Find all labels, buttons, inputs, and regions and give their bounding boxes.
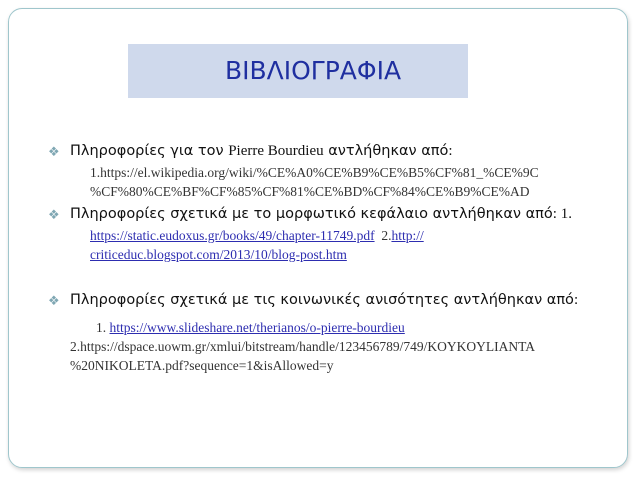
url-line-2: %CF%80%CE%BF%CF%85%CF%81%CE%BD%CF%84%CE%B9%CE%AD (90, 184, 530, 199)
item-heading (70, 143, 539, 160)
link-slideshare[interactable]: https://www.slideshare.net/therianos/o-pierre-bourdieu (109, 320, 405, 335)
diamond-cluster-icon: ❖ (48, 293, 60, 308)
link-number: 2. (381, 228, 392, 243)
heading-colon: : (573, 292, 579, 308)
heading-text: Πληροφορίες για τον (70, 143, 224, 159)
link-criticeduc[interactable]: criticeduc.blogspot.com/2013/10/blog-post.htm (90, 247, 347, 262)
url-line-1 (96, 318, 405, 337)
heading-colon: : (448, 143, 453, 159)
bibliography-item-3 (48, 292, 579, 309)
url-line-3: %20NIKOLETA.pdf?sequence=1&isAllowed=y (70, 358, 334, 373)
heading-end: αντλήθηκαν από (328, 143, 449, 159)
diamond-cluster-icon: ❖ (48, 144, 60, 159)
link-number: 1. (96, 320, 107, 335)
bibliography-item-1 (48, 143, 539, 201)
link-criticeduc-start[interactable]: http:// (391, 228, 424, 243)
item-heading (70, 206, 572, 223)
bibliography-item-2 (48, 206, 572, 264)
url-line-1: 1.https://el.wikipedia.org/wiki/%CE%A0%CE%B9%CE%B5%CF%81_%CE%9C (90, 165, 539, 180)
url-line-2: 2.https://dspace.uowm.gr/xmlui/bitstream/handle/123456789/749/KOYKOYLIANTA (70, 339, 535, 354)
page-title: ΒΙΒΛΙΟΓΡΑΦΙΑ (224, 56, 402, 85)
diamond-cluster-icon: ❖ (48, 207, 60, 222)
heading-tail: : 1. (552, 206, 572, 222)
url-line-2 (90, 245, 572, 264)
heading-text: Πληροφορίες σχετικά με το μορφωτικό κεφάλαιο αντλήθηκαν από (70, 206, 553, 222)
item-heading (70, 292, 578, 309)
url-line-1 (90, 226, 572, 245)
title-box (128, 44, 468, 98)
link-eudoxus[interactable]: https://static.eudoxus.gr/books/49/chapter-11749.pdf (90, 228, 375, 243)
heading-name: Pierre Bourdieu (228, 143, 324, 159)
heading-text: Πληροφορίες σχετικά με τις κοινωνικές ανισότητες αντλήθηκαν από (70, 292, 574, 308)
